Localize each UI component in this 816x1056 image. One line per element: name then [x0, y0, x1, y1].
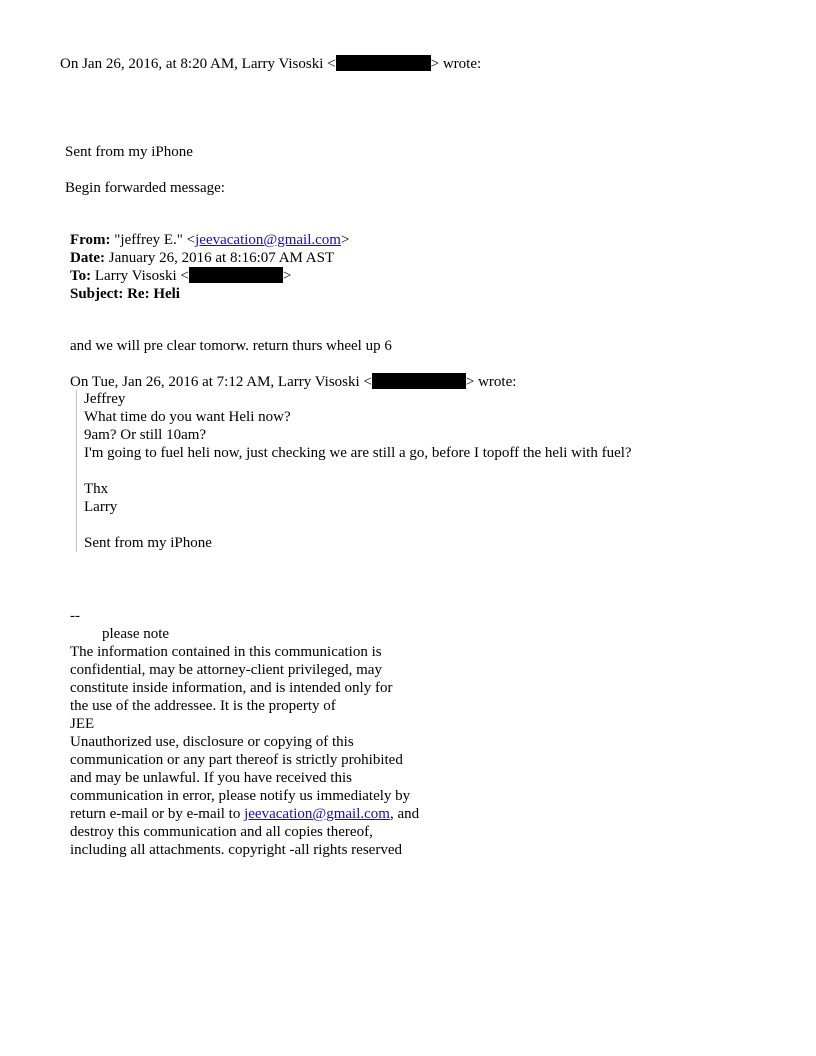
quoted-line: Larry [84, 499, 118, 515]
subject-value: Re: Heli [127, 286, 180, 302]
return-email-link[interactable]: jeevacation@gmail.com [244, 806, 390, 822]
redaction-box [189, 267, 283, 283]
disclaimer-line: including all attachments. copyright -all rights reserved [70, 842, 402, 858]
quoted-message [76, 390, 632, 552]
redaction-box [372, 373, 466, 389]
date-value: January 26, 2016 at 8:16:07 AM AST [108, 250, 335, 266]
signature-dashes: -- [70, 608, 80, 624]
to-close: > [282, 268, 292, 284]
disclaimer-line: communication in error, please notify us immediately by [70, 788, 411, 804]
quoted-line: I'm going to fuel heli now, just checking we are still a go, before I topoff the heli with fuel? [84, 445, 632, 461]
disclaimer-line: destroy this communication and all copies thereof, [70, 824, 373, 840]
quoted-line: 9am? Or still 10am? [84, 427, 207, 443]
header-from [70, 231, 349, 249]
quoted-line [84, 516, 632, 534]
inner-wrote-suffix: > wrote: [465, 374, 517, 390]
disclaimer-line: communication or any part thereof is strictly prohibited [70, 752, 403, 768]
sent-from-line: Sent from my iPhone [65, 144, 193, 160]
disclaimer-line: The information contained in this communication is [70, 644, 382, 660]
disclaimer-line: and may be unlawful. If you have received this [70, 770, 352, 786]
to-label: To: [70, 268, 92, 284]
top-wrote-line [60, 55, 481, 73]
quoted-line: Jeffrey [84, 391, 126, 407]
disclaimer-return-line [70, 805, 419, 823]
quoted-line [84, 462, 632, 480]
header-date [70, 249, 334, 267]
return-prefix: return e-mail or by e-mail to [70, 806, 245, 822]
top-wrote-suffix: > wrote: [430, 56, 482, 72]
reply-line: and we will pre clear tomorw. return thurs wheel up 6 [70, 338, 392, 354]
header-to [70, 267, 291, 285]
from-label: From: [70, 232, 111, 248]
from-close: > [340, 232, 350, 248]
from-name: "jeffrey E." < [114, 232, 196, 248]
inner-wrote-line [70, 373, 516, 391]
disclaimer-line: JEE [70, 716, 95, 732]
quoted-line: Thx [84, 481, 109, 497]
quoted-line: Sent from my iPhone [84, 535, 212, 551]
disclaimer [70, 643, 419, 859]
please-note: please note [102, 626, 170, 642]
disclaimer-line: constitute inside information, and is intended only for [70, 680, 393, 696]
top-wrote-prefix: On Jan 26, 2016, at 8:20 AM, Larry Visoski < [60, 56, 336, 72]
date-label: Date: [70, 250, 105, 266]
disclaimer-line: confidential, may be attorney-client privileged, may [70, 662, 382, 678]
inner-wrote-prefix: On Tue, Jan 26, 2016 at 7:12 AM, Larry Visoski < [70, 374, 372, 390]
to-name: Larry Visoski < [94, 268, 189, 284]
quoted-line: What time do you want Heli now? [84, 409, 291, 425]
subject-label: Subject: [70, 286, 124, 302]
begin-forwarded-line: Begin forwarded message: [65, 180, 225, 196]
header-subject [70, 285, 180, 303]
return-suffix: , and [389, 806, 420, 822]
disclaimer-line: Unauthorized use, disclosure or copying of this [70, 734, 354, 750]
disclaimer-line: the use of the addressee. It is the property of [70, 698, 336, 714]
redaction-box [336, 55, 431, 71]
from-email-link[interactable]: jeevacation@gmail.com [195, 232, 341, 248]
